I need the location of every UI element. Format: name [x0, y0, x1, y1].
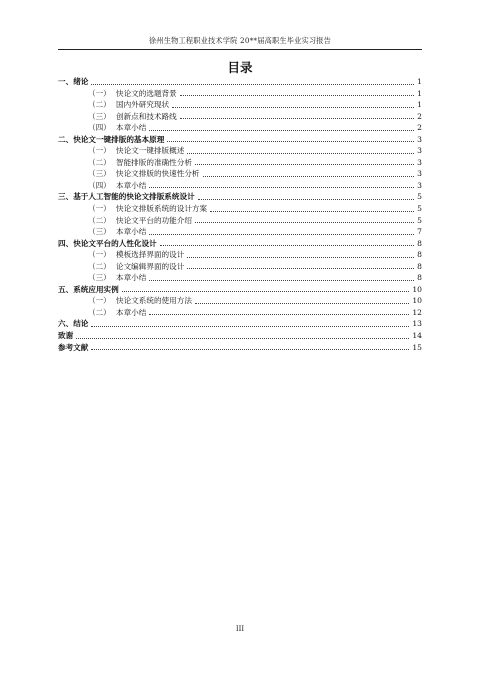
table-of-contents [58, 76, 422, 353]
toc-entry-page: 3 [417, 180, 422, 190]
toc-entry[interactable] [58, 191, 422, 203]
toc-entry-number: （二） [88, 157, 111, 167]
toc-entry-page: 12 [412, 307, 422, 317]
toc-entry-number: 二、 [58, 134, 74, 144]
toc-dot-leader [91, 349, 409, 350]
toc-entry-number: （三） [88, 111, 111, 121]
toc-entry[interactable] [58, 122, 422, 134]
toc-entry-label: 智能排版的准确性分析 [116, 157, 192, 167]
toc-entry-number: （三） [88, 273, 111, 283]
toc-entry-page: 5 [417, 215, 422, 225]
toc-entry[interactable] [58, 249, 422, 261]
toc-entry-page: 1 [417, 88, 422, 98]
toc-entry-label: 快论文平台的功能介绍 [116, 215, 192, 225]
toc-entry-number: 一、 [58, 77, 74, 86]
toc-entry-label: 国内外研究现状 [116, 100, 170, 110]
toc-entry[interactable] [58, 134, 422, 146]
toc-entry-page: 2 [417, 123, 422, 133]
toc-entry-number: （一） [88, 250, 111, 260]
toc-entry[interactable] [58, 342, 422, 354]
toc-entry-page: 13 [412, 319, 422, 329]
toc-entry[interactable] [58, 157, 422, 169]
toc-entry[interactable] [58, 295, 422, 307]
toc-entry-page: 15 [412, 342, 422, 352]
toc-entry[interactable] [58, 261, 422, 273]
toc-entry[interactable] [58, 272, 422, 284]
toc-entry-label: 本章小结 [116, 180, 147, 190]
toc-entry[interactable] [58, 168, 422, 180]
running-header: 徐州生物工程职业技术学院 20**届高职生毕业实习报告 [148, 36, 332, 45]
toc-entry[interactable] [58, 145, 422, 157]
toc-dot-leader [195, 222, 414, 223]
toc-dot-leader [187, 153, 414, 154]
toc-entry[interactable] [58, 284, 422, 296]
toc-entry[interactable] [58, 330, 422, 342]
toc-entry[interactable] [58, 111, 422, 123]
toc-entry-label: 快论文平台的人性化设计 [73, 238, 157, 248]
toc-entry-number: （一） [88, 296, 111, 306]
toc-entry-page: 14 [412, 331, 422, 341]
toc-entry-number: （二） [88, 100, 111, 110]
toc-entry-page: 8 [417, 261, 422, 271]
toc-entry-page: 5 [417, 204, 422, 214]
toc-entry-label: 结论 [73, 319, 89, 329]
toc-dot-leader [149, 280, 414, 281]
toc-entry-label: 快论文一键排版的基本原理 [73, 134, 165, 144]
toc-dot-leader [195, 303, 409, 304]
toc-entry-label: 本章小结 [116, 227, 147, 237]
toc-dot-leader [149, 234, 414, 235]
toc-entry[interactable] [58, 76, 422, 88]
toc-entry-page: 3 [417, 157, 422, 167]
toc-entry-number: （二） [88, 307, 111, 317]
toc-entry-page: 10 [412, 284, 422, 294]
toc-entry-label: 模板选择界面的设计 [116, 250, 185, 260]
toc-entry-page: 1 [417, 100, 422, 110]
toc-dot-leader [187, 268, 414, 269]
toc-entry-page: 5 [417, 192, 422, 202]
toc-dot-leader [149, 314, 409, 315]
toc-entry-label: 绪论 [73, 77, 89, 86]
toc-entry-number: （三） [88, 227, 111, 237]
toc-entry-label: 快论文排版的快速性分析 [116, 169, 200, 179]
toc-dot-leader [91, 326, 409, 327]
toc-title: 目录 [227, 60, 253, 75]
toc-entry-label: 本章小结 [116, 123, 147, 133]
toc-entry-label: 快论文的选题背景 [116, 88, 177, 98]
toc-entry-page: 3 [417, 146, 422, 156]
toc-entry-page: 3 [417, 169, 422, 179]
toc-entry[interactable] [58, 307, 422, 319]
toc-entry[interactable] [58, 203, 422, 215]
toc-entry[interactable] [58, 215, 422, 227]
toc-entry-page: 8 [417, 238, 422, 248]
toc-entry[interactable] [58, 238, 422, 250]
toc-entry-label: 系统应用实例 [73, 284, 119, 294]
toc-entry-page: 10 [412, 296, 422, 306]
toc-dot-leader [149, 187, 414, 188]
toc-entry-number: （一） [88, 88, 111, 98]
toc-dot-leader [172, 107, 414, 108]
toc-entry[interactable] [58, 226, 422, 238]
toc-dot-leader [195, 164, 414, 165]
toc-entry-page: 3 [417, 134, 422, 144]
toc-dot-leader [187, 257, 414, 258]
toc-entry-number: 六、 [58, 319, 74, 329]
toc-entry-page: 8 [417, 273, 422, 283]
page-number: III [235, 625, 245, 633]
toc-entry-label: 创新点和技术路线 [116, 111, 177, 121]
toc-entry-number: （一） [88, 146, 111, 156]
toc-entry-label: 快论文系统的使用方法 [116, 296, 192, 306]
toc-entry-label: 参考文献 [58, 342, 89, 352]
toc-entry-number: 四、 [58, 238, 74, 248]
toc-entry-number: （四） [88, 180, 111, 190]
toc-entry-page: 1 [417, 77, 422, 86]
toc-entry-label: 本章小结 [116, 307, 147, 317]
toc-entry-number: （二） [88, 215, 111, 225]
toc-entry-label: 致谢 [58, 331, 74, 341]
toc-entry[interactable] [58, 99, 422, 111]
toc-entry-label: 论文编辑界面的设计 [116, 261, 185, 271]
toc-dot-leader [149, 130, 414, 131]
toc-entry-label: 快论文一键排版概述 [116, 146, 185, 156]
toc-dot-leader [160, 245, 414, 246]
toc-dot-leader [198, 199, 414, 200]
toc-dot-leader [180, 95, 414, 96]
toc-entry-number: （三） [88, 169, 111, 179]
toc-entry-number: （四） [88, 123, 111, 133]
toc-entry[interactable] [58, 318, 422, 330]
toc-dot-leader [180, 118, 414, 119]
toc-entry-number: 五、 [58, 284, 74, 294]
toc-dot-leader [210, 211, 414, 212]
toc-dot-leader [167, 141, 414, 142]
toc-entry-page: 2 [417, 111, 422, 121]
toc-entry-number: （一） [88, 204, 111, 214]
toc-entry-number: 三、 [58, 192, 74, 202]
toc-dot-leader [91, 84, 414, 85]
toc-dot-leader [122, 291, 410, 292]
toc-entry-page: 7 [417, 227, 422, 237]
toc-dot-leader [203, 176, 415, 177]
toc-entry-label: 本章小结 [116, 273, 147, 283]
toc-entry[interactable] [58, 180, 422, 192]
toc-entry-label: 快论文排版系统的设计方案 [116, 204, 208, 214]
toc-entry[interactable] [58, 88, 422, 100]
header-rule [58, 49, 422, 50]
toc-dot-leader [76, 338, 409, 339]
toc-entry-number: （二） [88, 261, 111, 271]
toc-entry-page: 8 [417, 250, 422, 260]
toc-entry-label: 基于人工智能的快论文排版系统设计 [73, 192, 195, 202]
